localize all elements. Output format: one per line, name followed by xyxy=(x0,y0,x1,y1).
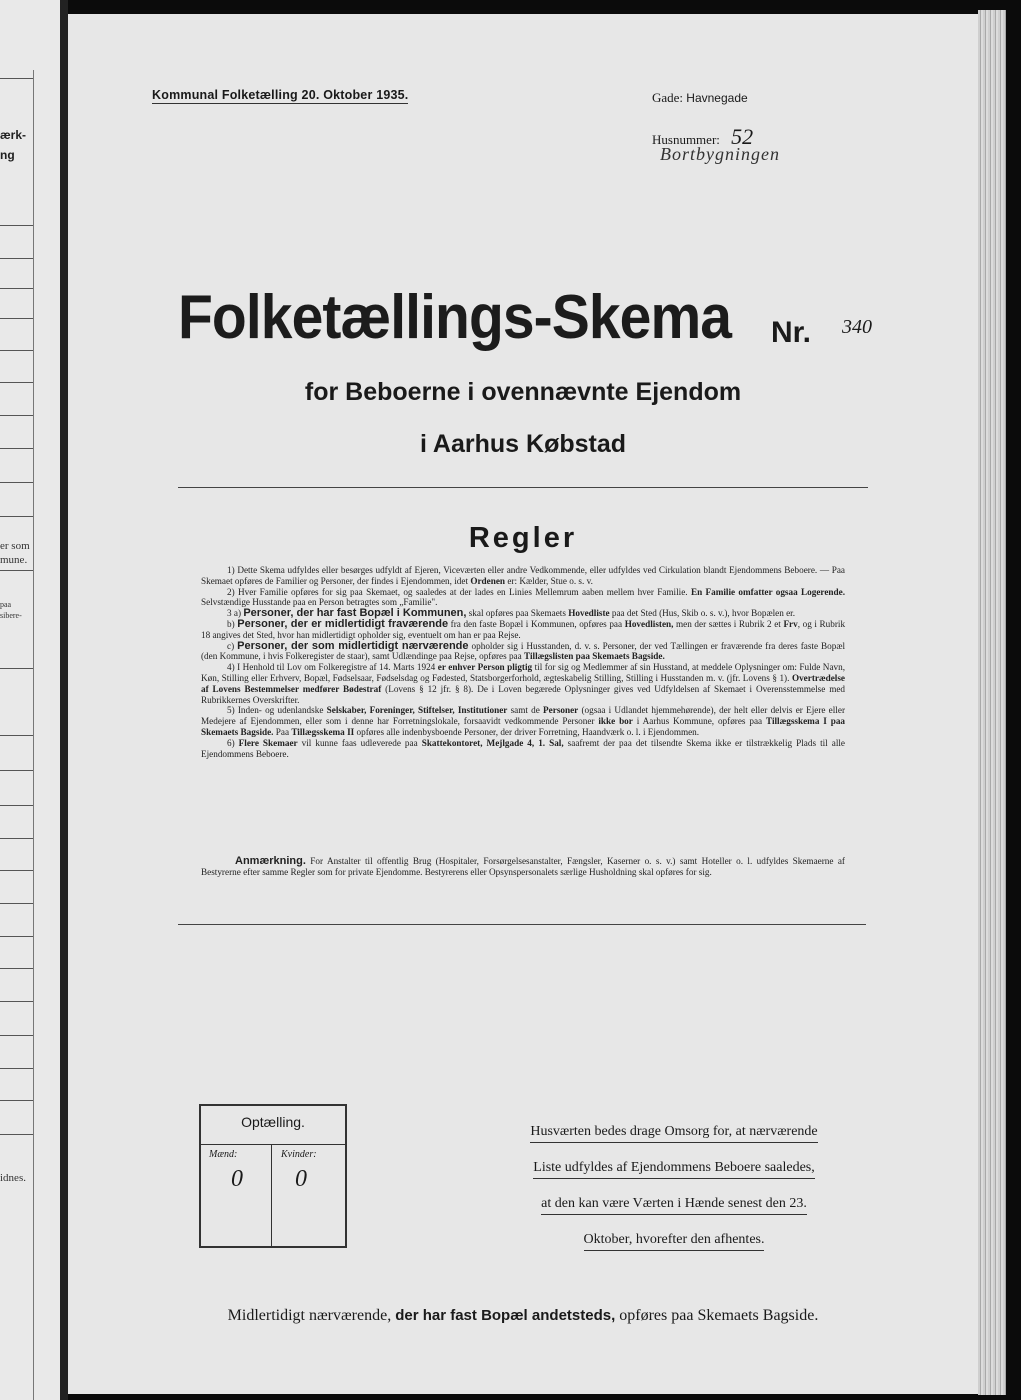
notice-line: Liste udfyldes af Ejendommens Beboere saaledes, xyxy=(533,1158,814,1179)
rule-3b: b) Personer, der er midlertidigt fraværende fra den faste Bopæl i Kommunen, opføres paa Hovedlisten, men der sættes i Rubrik 2 et Frv, og i Rubrik 18 angives det Sted, hvor han midlertidigt opholder sig, eventuelt om han er paa Rejse. xyxy=(201,617,846,640)
note-heading: Anmærkning. xyxy=(235,855,306,867)
left-page-rule xyxy=(0,288,33,289)
notice-line: at den kan være Værten i Hænde senest den 23. xyxy=(541,1194,807,1215)
left-page-fragment: mune. xyxy=(0,554,28,566)
left-page-rule xyxy=(0,448,33,449)
note-text: For Anstalter til offentlig Brug (Hospitaler, Forsørgelsesanstalter, Fængsler, Kaserner o. s. v.) samt Hoteller o. l. udfyldes Skemaerne af Bestyrerne efter samme Regler som for private Ejendomme. Bestyrerens eller Opsynspersonalets særlige Husholdning skal opføres for sig. xyxy=(201,856,845,877)
rules-text xyxy=(201,565,845,759)
left-page-rule xyxy=(0,570,33,571)
left-page-rule xyxy=(0,903,33,904)
left-page-fragment: paa xyxy=(0,600,12,609)
count-box-title: Optælling. xyxy=(241,1114,305,1130)
left-page-rule xyxy=(0,382,33,383)
left-page-rule xyxy=(0,1001,33,1002)
rule-1: 1) Dette Skema udfyldes eller besørges udfyldt af Ejeren, Viceværten eller andre Vedkommende, eller udfyldes ved Cirkulation blandt Ejendommens Beboere. — Paa Skemaet opføres de Familier og Personer, der findes i Ejendommen, idet Ordenen er: Kælder, Stue o. s. v. xyxy=(201,565,845,586)
divider xyxy=(178,924,866,925)
landlord-notice xyxy=(506,1114,842,1258)
count-box xyxy=(199,1104,347,1248)
footer-instruction: Midlertidigt nærværende, der har fast Bopæl andetsteds, opføres paa Skemaets Bagside. xyxy=(227,1307,819,1324)
rule-3c: c) Personer, der som midlertidigt nærværende opholder sig i Husstanden, d. v. s. Personer, der ved Tællingen er fraværende fra deres faste Bopæl (den Kommune, i hvis Folkeregister de staar), samt Udlændinge paa Rejse, opføres paa Tillægslisten paa Skemaets Bagside. xyxy=(201,639,846,662)
rule-3a: 3 a) Personer, der har fast Bopæl i Kommunen, skal opføres paa Skemaets Hovedliste paa det Sted (Hus, Skib o. s. v.), hvor Bopælen er. xyxy=(227,607,796,620)
left-page-fragment: sibere- xyxy=(0,611,22,620)
left-page-rule xyxy=(0,870,33,871)
left-page-rule xyxy=(0,258,33,259)
rule-2: 2) Hver Familie opføres for sig paa Skemaet, og saaledes at der lades en Linies Mellemrum aaben mellem hver Familie. En Familie omfatter ogsaa Logerende. Selvstændige Husstande paa en Person betragtes som „Familie". xyxy=(201,586,845,608)
count-box-divider xyxy=(271,1144,272,1248)
book-gutter xyxy=(60,0,68,1400)
form-subtitle: for Beboerne i ovennævnte Ejendom xyxy=(304,378,742,406)
page-stack-edge xyxy=(978,10,1006,1395)
left-page-fragment: ng xyxy=(0,148,15,162)
left-page-rule xyxy=(0,1100,33,1101)
left-page-rule xyxy=(0,805,33,806)
left-page-rule xyxy=(0,1035,33,1036)
left-page-rule xyxy=(0,350,33,351)
left-page-rule xyxy=(0,968,33,969)
left-page-rule xyxy=(0,770,33,771)
house-number-label: Husnummer: xyxy=(652,132,720,147)
left-page-rule xyxy=(0,482,33,483)
left-page-rule xyxy=(0,318,33,319)
divider xyxy=(178,487,868,488)
rule-5: 5) Inden- og udenlandske Selskaber, Foreninger, Stiftelser, Institutioner samt de Personer (ogsaa i Udlandet hjemmehørende), der helt eller delvis er Ejere eller Medejere af Ejendommen, eller som i denne har Forretningslokale, forsaavidt vedkommende Personer ikke bor i Aarhus Kommune, opføres paa Tillægsskema I paa Skemaets Bagside. Paa Tillægsskema II opføres alle indenbysboende Personer, der driver Forretning, Haandværk o. l. i Ejendommen. xyxy=(201,705,846,737)
men-label: Mænd: xyxy=(209,1149,238,1160)
left-page-rule xyxy=(0,1068,33,1069)
men-count: 0 xyxy=(231,1166,243,1192)
left-page-rule xyxy=(0,838,33,839)
left-page-rule xyxy=(0,668,33,669)
street-label: Gade: xyxy=(652,90,684,105)
census-title-header: Kommunal Folketælling 20. Oktober 1935. xyxy=(152,88,409,102)
house-number-value: 52 xyxy=(731,124,754,149)
women-label: Kvinder: xyxy=(281,1149,317,1160)
women-count: 0 xyxy=(295,1166,307,1192)
left-page-rule xyxy=(0,735,33,736)
street-value: Havnegade xyxy=(686,91,748,105)
form-title: Folketællings-Skema xyxy=(178,283,732,352)
left-page-fragment: idnes. xyxy=(0,1172,26,1184)
rules-heading: Regler xyxy=(468,522,578,554)
left-page-fragment: ærk- xyxy=(0,128,27,142)
form-number-label: Nr. xyxy=(771,316,812,349)
left-page-rule xyxy=(0,1134,33,1135)
rule-6: 6) Flere Skemaer vil kunne faas udleverede paa Skattekontoret, Mejlgade 4, 1. Sal, saafremt der paa det tilsendte Skema ikke er tilstrækkelig Plads til alle Ejendommens Beboere. xyxy=(201,737,846,759)
left-page-edge xyxy=(0,0,60,1400)
rule-4: 4) I Henhold til Lov om Folkeregistre af 14. Marts 1924 er enhver Person pligtig til for sig og Medlemmer af sin Husstand, at meddele Oplysninger om: Fulde Navn, Køn, Stilling eller Erhverv, Bopæl, Fødselsaar, Fødselsdag og Fødested, Statsborgerforhold, ægteskabelig Stilling, Stilling i Husstanden m. v. (jfr. Lovens § 1). Overtrædelse af Lovens Bestemmelser medfører Bødestraf (Lovens § 12 jfr. § 8). De i Loven begærede Oplysninger gives ved Udfyldelsen af Skemaet i Overensstemmelse med Rubrikkernes Overskrifter. xyxy=(201,662,846,705)
form-number-value: 340 xyxy=(842,316,872,338)
house-number-extra: Bortbygningen xyxy=(660,144,780,164)
street-field xyxy=(652,90,748,106)
form-subtitle-city: i Aarhus Købstad xyxy=(419,430,627,458)
notice-line: Oktober, hvorefter den afhentes. xyxy=(584,1230,765,1251)
left-page-margin-line xyxy=(33,70,34,1400)
notice-line: Husværten bedes drage Omsorg for, at nærværende xyxy=(530,1122,817,1143)
left-page-rule xyxy=(0,516,33,517)
census-form-page xyxy=(68,14,978,1394)
left-page-rule xyxy=(0,225,33,226)
left-page-rule xyxy=(0,415,33,416)
note-paragraph xyxy=(201,856,845,878)
left-page-rule xyxy=(0,936,33,937)
left-page-fragment: er som xyxy=(0,540,30,552)
count-box-rule xyxy=(201,1144,345,1145)
left-page-rule xyxy=(0,78,33,79)
